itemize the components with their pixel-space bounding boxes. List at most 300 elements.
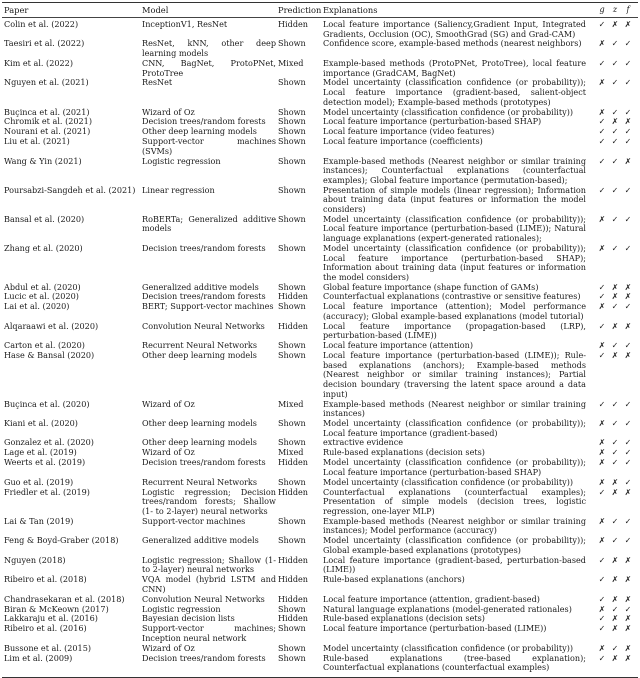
table-row: [2, 244, 638, 282]
mark-z-icon: ✓: [611, 643, 619, 653]
mark-g-icon: ✗: [598, 243, 606, 253]
mark-f-icon: ✗: [624, 575, 632, 585]
cell-model: Recurrent Neural Networks: [142, 476, 257, 487]
mark-f-icon: ✗: [624, 321, 632, 331]
table-row: [2, 117, 638, 127]
cell-marks: [588, 292, 638, 302]
mark-f-icon: ✓: [624, 127, 632, 137]
cell-model: Decision trees/random forests: [142, 291, 266, 302]
cell-prediction: Hidden: [278, 593, 309, 604]
header-prediction: Prediction: [278, 5, 322, 15]
cell-paper: Lim et al. (2009): [4, 652, 73, 663]
cell-model: RoBERTa; Generalized additive models: [142, 213, 276, 234]
mark-f-icon: ✓: [624, 458, 632, 468]
cell-marks: [588, 488, 638, 517]
cell-paper: Nourani et al. (2021): [4, 126, 91, 137]
cell-marks: [588, 244, 638, 282]
cell-explanations: Example-based methods (Nearest neighbor or similar training instances); Counterfactual explanations (counterfactual examples); Global feature importance (permutation-based);: [323, 155, 586, 185]
mark-z-icon: ✓: [611, 458, 619, 468]
cell-marks: [588, 322, 638, 341]
mark-g-icon: ✓: [598, 185, 606, 195]
cell-explanations: Local feature importance (perturbation-based (LIME)): [323, 623, 547, 634]
cell-explanations: Example-based methods (ProtoPNet, ProtoTree), local feature importance (GradCAM, BagNet): [323, 57, 586, 78]
mark-g-icon: ✓: [598, 653, 606, 663]
table-row: [2, 488, 638, 517]
cell-marks: [588, 517, 638, 536]
cell-paper: Bansal et al. (2020): [4, 213, 85, 224]
cell-model: Wizard of Oz: [142, 398, 195, 409]
cell-model: Support-vector machines; Inception neural network: [142, 623, 276, 643]
cell-marks: [588, 137, 638, 156]
mark-f-icon: ✗: [624, 282, 632, 292]
table-row: [2, 322, 638, 341]
cell-model: Other deep learning models: [142, 126, 257, 137]
cell-explanations: extractive evidence: [323, 437, 404, 448]
mark-g-icon: ✓: [598, 594, 606, 604]
cell-marks: [588, 215, 638, 244]
cell-marks: [588, 654, 638, 673]
mark-g-icon: ✗: [598, 604, 606, 614]
cell-model: VQA model (hybrid LSTM and CNN): [142, 574, 276, 594]
cell-model: BERT; Support-vector machines: [142, 301, 274, 312]
mark-z-icon: ✗: [611, 624, 619, 634]
mark-f-icon: ✓: [624, 516, 632, 526]
table-row: [2, 302, 638, 321]
table-row: [2, 400, 638, 419]
cell-explanations: Counterfactual explanations (counterfactual examples); Presentation of simple models (decision trees, logistic regression, one-layer MLP): [323, 486, 586, 516]
cell-prediction: Hidden: [278, 291, 309, 302]
cell-model: CNN, BagNet, ProtoPNet, ProtoTree: [142, 57, 276, 78]
cell-marks: [588, 78, 638, 107]
cell-paper: Feng & Boyd-Graber (2018): [4, 535, 119, 546]
mark-g-icon: ✓: [598, 58, 606, 68]
cell-prediction: Shown: [278, 242, 306, 253]
cell-explanations: Model uncertainty (classification confidence (or probability)); Local feature importance (gradient-based, salient-object detection model); Example-based methods (prototypes): [323, 77, 586, 107]
cell-model: Support-vector machines (SVMs): [142, 136, 276, 156]
mark-f-icon: ✓: [624, 58, 632, 68]
cell-model: Other deep learning models: [142, 437, 257, 448]
cell-paper: Weerts et al. (2019): [4, 457, 86, 468]
cell-marks: [588, 157, 638, 186]
mark-f-icon: ✓: [624, 107, 632, 117]
cell-marks: [588, 478, 638, 488]
cell-prediction: Hidden: [278, 19, 309, 29]
mark-z-icon: ✓: [611, 536, 619, 546]
cell-paper: Lai et al. (2020): [4, 301, 70, 312]
mark-z-icon: ✓: [611, 448, 619, 458]
mark-g-icon: ✗: [598, 448, 606, 458]
cell-marks: [588, 351, 638, 399]
mark-g-icon: ✗: [598, 302, 606, 312]
table-row: [2, 351, 638, 399]
cell-model: Convolution Neural Networks: [142, 320, 265, 331]
mark-z-icon: ✓: [611, 107, 619, 117]
cell-paper: Chromik et al. (2021): [4, 116, 92, 127]
mark-z-icon: ✗: [611, 653, 619, 663]
cell-paper: Liu et al. (2021): [4, 136, 70, 147]
mark-f-icon: ✗: [624, 653, 632, 663]
mark-g-icon: ✓: [598, 156, 606, 166]
cell-prediction: Shown: [278, 417, 306, 428]
mark-g-icon: ✓: [598, 575, 606, 585]
cell-model: ResNet, kNN, other deep learning models: [142, 38, 276, 59]
table-row: [2, 108, 638, 118]
mark-f-icon: ✗: [624, 487, 632, 497]
mark-g-icon: ✗: [598, 418, 606, 428]
cell-marks: [588, 556, 638, 575]
cell-paper: Lage et al. (2019): [4, 447, 77, 458]
table-body: [2, 18, 638, 675]
mark-f-icon: ✓: [624, 448, 632, 458]
cell-explanations: Rule-based explanations (decision sets): [323, 447, 485, 458]
cell-prediction: Shown: [278, 136, 306, 147]
cell-prediction: Shown: [278, 603, 306, 614]
table-row: [2, 517, 638, 536]
mark-g-icon: ✗: [598, 39, 606, 49]
cell-paper: Buçinca et al. (2020): [4, 398, 90, 409]
cell-marks: [588, 39, 638, 58]
cell-paper: Gonzalez et al. (2020): [4, 437, 94, 448]
cell-model: Recurrent Neural Networks: [142, 340, 257, 351]
mark-f-icon: ✗: [624, 555, 632, 565]
mark-f-icon: ✓: [624, 39, 632, 49]
mark-z-icon: ✗: [611, 20, 619, 29]
cell-paper: Hase & Bansal (2020): [4, 350, 95, 361]
table-row: [2, 654, 638, 673]
cell-explanations: Local feature importance (propagation-based (LRP), perturbation-based (LIME)): [323, 320, 586, 341]
mark-g-icon: ✓: [598, 399, 606, 409]
cell-marks: [588, 614, 638, 624]
cell-marks: [588, 419, 638, 438]
cell-explanations: Local feature importance (gradient-based, perturbation-based (LIME)): [323, 554, 586, 575]
cell-model: Decision trees/random forests: [142, 652, 266, 663]
cell-model: Bayesian decision lists: [142, 613, 235, 624]
cell-model: Logistic regression: [142, 603, 221, 614]
cell-explanations: Model uncertainty (classification confidence (or probability)); Local feature importance (perturbation-based SHAP); Information about training data (input features or information the model considers): [323, 242, 586, 282]
cell-explanations: Model uncertainty (classification confidence (or probability)): [323, 476, 574, 487]
mark-z-icon: ✗: [611, 117, 619, 127]
cell-model: Convolution Neural Networks: [142, 593, 265, 604]
mark-g-icon: ✓: [598, 292, 606, 302]
cell-marks: [588, 108, 638, 118]
cell-prediction: Hidden: [278, 613, 309, 624]
cell-model: Generalized additive models: [142, 535, 259, 546]
cell-model: Generalized additive models: [142, 281, 259, 292]
cell-explanations: Presentation of simple models (linear regression); Information about training data (input features or information the model considers): [323, 184, 586, 214]
mark-g-icon: ✗: [598, 341, 606, 351]
header-g: g: [599, 5, 605, 14]
cell-marks: [588, 59, 638, 78]
cell-paper: Kiani et al. (2020): [4, 417, 78, 428]
mark-f-icon: ✓: [624, 302, 632, 312]
cell-paper: Zhang et al. (2020): [4, 242, 83, 253]
mark-z-icon: ✓: [611, 341, 619, 351]
mark-f-icon: ✓: [624, 137, 632, 147]
cell-prediction: Shown: [278, 38, 306, 49]
cell-prediction: Shown: [278, 535, 306, 546]
mark-z-icon: ✓: [611, 214, 619, 224]
cell-paper: Ribeiro et al. (2018): [4, 574, 87, 585]
cell-prediction: Shown: [278, 281, 306, 292]
table-row: [2, 215, 638, 244]
cell-marks: [588, 536, 638, 555]
mark-g-icon: ✓: [598, 117, 606, 127]
mark-f-icon: ✓: [624, 477, 632, 487]
cell-paper: Ribeiro et al. (2016): [4, 623, 87, 634]
header-z: z: [612, 5, 618, 14]
cell-prediction: Shown: [278, 106, 306, 117]
table-row: [2, 644, 638, 654]
mark-z-icon: ✗: [611, 351, 619, 361]
mark-f-icon: ✗: [624, 156, 632, 166]
mark-z-icon: ✓: [611, 78, 619, 88]
cell-paper: Nguyen (2018): [4, 554, 66, 565]
mark-z-icon: ✓: [611, 418, 619, 428]
cell-marks: [588, 341, 638, 351]
mark-z-icon: ✗: [611, 555, 619, 565]
mark-z-icon: ✓: [611, 185, 619, 195]
mark-f-icon: ✓: [624, 418, 632, 428]
cell-model: Decision trees/random forests: [142, 457, 266, 468]
header-paper: Paper: [4, 5, 29, 15]
cell-paper: Buçinca et al. (2021): [4, 106, 90, 117]
cell-prediction: Shown: [278, 213, 306, 224]
mark-f-icon: ✗: [624, 351, 632, 361]
mark-z-icon: ✓: [611, 243, 619, 253]
cell-model: InceptionV1, ResNet: [142, 19, 228, 29]
cell-marks: [588, 605, 638, 615]
mark-z-icon: ✓: [611, 302, 619, 312]
mark-g-icon: ✗: [598, 516, 606, 526]
table-row: [2, 536, 638, 555]
cell-model: Other deep learning models: [142, 350, 257, 361]
mark-g-icon: ✓: [598, 20, 606, 29]
mark-g-icon: ✓: [598, 555, 606, 565]
cell-explanations: Local feature importance (video features): [323, 126, 495, 137]
cell-explanations: Counterfactual explanations (contrastive or sensitive features): [323, 291, 581, 302]
header-model: Model: [142, 5, 169, 15]
cell-explanations: Model uncertainty (classification confidence (or probability)); Local feature importance (gradient-based): [323, 417, 586, 438]
cell-prediction: Shown: [278, 623, 306, 634]
cell-explanations: Local feature importance (Saliency,Gradient Input, Integrated Gradients, Occlusion (OC), SmoothGrad (SG) and Grad-CAM): [323, 19, 586, 39]
table-row: [2, 59, 638, 78]
cell-model: ResNet: [142, 77, 173, 88]
mark-z-icon: ✗: [611, 321, 619, 331]
cell-model: Logistic regression; Shallow (1- to 2-layer) neural networks: [142, 554, 276, 575]
mark-g-icon: ✓: [598, 321, 606, 331]
cell-marks: [588, 127, 638, 137]
cell-marks: [588, 117, 638, 127]
cell-prediction: Shown: [278, 350, 306, 361]
table-row: [2, 127, 638, 137]
cell-paper: Chandrasekaran et al. (2018): [4, 593, 125, 604]
table-row: [2, 78, 638, 107]
cell-explanations: Model uncertainty (classification confidence (or probability)); Local feature importance (perturbation-based (LIME)); Natural language explanations (expert-generated rationales);: [323, 213, 586, 244]
cell-prediction: Hidden: [278, 457, 309, 468]
cell-explanations: Rule-based explanations (decision sets): [323, 613, 485, 624]
cell-marks: [588, 458, 638, 477]
header-f: f: [626, 5, 630, 14]
header-explanations: Explanations: [323, 5, 378, 15]
cell-model: Logistic regression: [142, 155, 221, 166]
cell-marks: [588, 186, 638, 215]
mark-f-icon: ✗: [624, 594, 632, 604]
cell-paper: Lucic et al. (2020): [4, 291, 79, 302]
cell-explanations: Rule-based explanations (anchors): [323, 574, 465, 585]
cell-prediction: Hidden: [278, 320, 309, 331]
cell-model: Wizard of Oz: [142, 642, 195, 653]
cell-paper: Lai & Tan (2019): [4, 515, 74, 526]
cell-marks: [588, 400, 638, 419]
mark-g-icon: ✗: [598, 536, 606, 546]
cell-prediction: Shown: [278, 476, 306, 487]
mark-z-icon: ✓: [611, 516, 619, 526]
cell-paper: Biran & McKeown (2017): [4, 603, 109, 614]
cell-prediction: Mixed: [278, 447, 304, 458]
table-row: [2, 595, 638, 605]
mark-f-icon: ✗: [624, 643, 632, 653]
paper-table: [2, 2, 638, 678]
table-row: [2, 624, 638, 643]
cell-model: Wizard of Oz: [142, 106, 195, 117]
mark-g-icon: ✓: [598, 137, 606, 147]
cell-paper: Alqaraawi et al. (2020): [4, 320, 99, 331]
mark-z-icon: ✓: [611, 137, 619, 147]
cell-explanations: Rule-based explanations (tree-based explanation); Counterfactual explanations (counterfactual examples): [323, 652, 586, 673]
mark-z-icon: ✗: [611, 477, 619, 487]
mark-f-icon: ✓: [624, 185, 632, 195]
mark-g-icon: ✗: [598, 214, 606, 224]
cell-explanations: Local feature importance (perturbation-based SHAP): [323, 116, 542, 127]
cell-paper: Poursabzi-Sangdeh et al. (2021): [4, 184, 136, 195]
cell-marks: [588, 448, 638, 458]
cell-explanations: Local feature importance (coefficients): [323, 136, 483, 147]
cell-explanations: Local feature importance (attention): [323, 340, 474, 351]
cell-prediction: Shown: [278, 340, 306, 351]
cell-marks: [588, 575, 638, 594]
cell-explanations: Example-based methods (Nearest neighbor or similar training instances): [323, 398, 586, 419]
cell-explanations: Model uncertainty (classification confidence (or probability)): [323, 106, 574, 117]
table-row: [2, 575, 638, 594]
mark-g-icon: ✓: [598, 282, 606, 292]
mark-z-icon: ✗: [611, 487, 619, 497]
mark-f-icon: ✗: [624, 117, 632, 127]
table-row: [2, 458, 638, 477]
mark-f-icon: ✓: [624, 399, 632, 409]
table-row: [2, 419, 638, 438]
table-header: [2, 3, 638, 17]
mark-f-icon: ✓: [624, 214, 632, 224]
cell-explanations: Model uncertainty (classification confidence (or probability)); Local feature importance (perturbation-based SHAP): [323, 457, 586, 477]
mark-z-icon: ✓: [611, 438, 619, 448]
mark-f-icon: ✗: [624, 624, 632, 634]
cell-paper: Carton et al. (2020): [4, 340, 85, 351]
mark-f-icon: ✓: [624, 341, 632, 351]
cell-paper: Bussone et al. (2015): [4, 642, 92, 653]
mark-g-icon: ✓: [598, 624, 606, 634]
mark-g-icon: ✗: [598, 643, 606, 653]
cell-marks: [588, 595, 638, 605]
mark-g-icon: ✓: [598, 351, 606, 361]
mark-z-icon: ✗: [611, 575, 619, 585]
cell-model: Wizard of Oz: [142, 447, 195, 458]
mark-f-icon: ✓: [624, 536, 632, 546]
mark-g-icon: ✓: [598, 127, 606, 137]
cell-prediction: Shown: [278, 155, 306, 166]
cell-prediction: Shown: [278, 77, 306, 88]
table-row: [2, 20, 638, 39]
cell-paper: Wang & Yin (2021): [4, 155, 82, 166]
mark-g-icon: ✗: [598, 78, 606, 88]
cell-prediction: Shown: [278, 642, 306, 653]
mark-g-icon: ✓: [598, 487, 606, 497]
cell-prediction: Hidden: [278, 574, 309, 585]
cell-prediction: Shown: [278, 652, 306, 663]
mark-g-icon: ✗: [598, 107, 606, 117]
table-row: [2, 478, 638, 488]
cell-explanations: Local feature importance (attention); Model performance (accuracy); Global example-based explanations (model tutorial): [323, 301, 586, 321]
mark-z-icon: ✗: [611, 282, 619, 292]
cell-paper: Lakkaraju et al. (2016): [4, 613, 98, 624]
cell-prediction: Hidden: [278, 554, 309, 565]
table-row: [2, 438, 638, 448]
cell-paper: Colin et al. (2022): [4, 19, 79, 29]
mark-z-icon: ✓: [611, 399, 619, 409]
mark-f-icon: ✗: [624, 20, 632, 29]
mark-g-icon: ✗: [598, 477, 606, 487]
cell-model: Linear regression: [142, 184, 215, 195]
mark-f-icon: ✓: [624, 78, 632, 88]
cell-paper: Abdul et al. (2020): [4, 281, 81, 292]
cell-prediction: Shown: [278, 116, 306, 127]
mark-z-icon: ✓: [611, 39, 619, 49]
mark-z-icon: ✗: [611, 292, 619, 302]
table-row: [2, 556, 638, 575]
cell-paper: Friedler et al. (2019): [4, 486, 90, 497]
cell-marks: [588, 302, 638, 321]
cell-explanations: Global feature importance (shape function of GAMs): [323, 281, 539, 292]
cell-prediction: Hidden: [278, 486, 309, 497]
mark-f-icon: ✗: [624, 614, 632, 624]
mark-z-icon: ✓: [611, 156, 619, 166]
cell-paper: Guo et al. (2019): [4, 476, 74, 487]
cell-model: Logistic regression; Decision trees/random forests; Shallow (1- to 2-layer) neural networks: [142, 486, 276, 516]
table-row: [2, 39, 638, 58]
cell-explanations: Natural language explanations (model-generated rationales): [323, 603, 572, 614]
table-row: [2, 137, 638, 156]
cell-paper: Taesiri et al. (2022): [4, 38, 85, 49]
cell-model: Support-vector machines: [142, 515, 246, 526]
cell-prediction: Shown: [278, 515, 306, 526]
cell-explanations: Local feature importance (attention, gradient-based): [323, 593, 540, 604]
cell-explanations: Confidence score, example-based methods (nearest neighbors): [323, 38, 582, 49]
cell-explanations: Local feature importance (perturbation-based (LIME)); Rule-based explanations (anchors); Example-based methods (Nearest neighbor or similar training instances); Partial decision boundary (traversing the latent space around a data input): [323, 350, 586, 399]
mark-f-icon: ✓: [624, 438, 632, 448]
cell-prediction: Shown: [278, 437, 306, 448]
header-marks: [588, 5, 638, 15]
table-row: [2, 157, 638, 186]
cell-model: Other deep learning models: [142, 417, 257, 428]
cell-explanations: Model uncertainty (classification confidence (or probability)); Global example-based explanations (prototypes): [323, 535, 586, 555]
mark-z-icon: ✓: [611, 127, 619, 137]
mark-f-icon: ✓: [624, 243, 632, 253]
table-row: [2, 186, 638, 215]
cell-prediction: Shown: [278, 301, 306, 312]
cell-paper: Kim et al. (2022): [4, 57, 73, 68]
mark-z-icon: ✓: [611, 604, 619, 614]
cell-marks: [588, 283, 638, 293]
mark-z-icon: ✗: [611, 594, 619, 604]
